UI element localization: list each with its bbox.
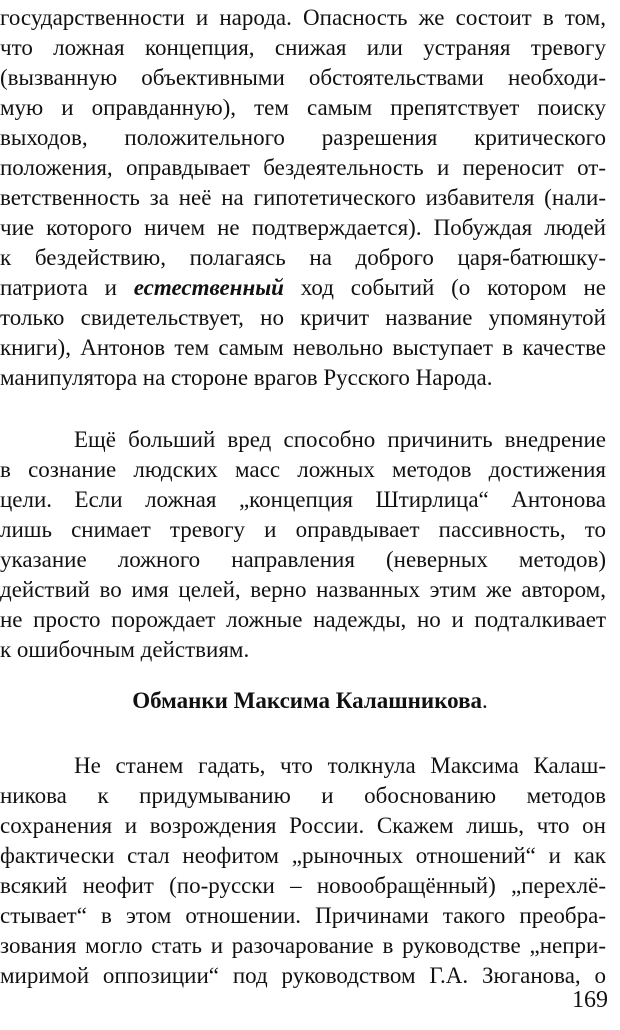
text-line: цели. Если ложная „концепция Штирлица“ Антонова bbox=[0, 487, 606, 512]
text-line: к ошибочным действиям. bbox=[0, 637, 250, 662]
text-line: только свидетельствует, но кричит название упомянутой bbox=[0, 305, 606, 330]
text-line: к бездействию, полагаясь на доброго царя-батюшку- bbox=[0, 245, 606, 270]
section-heading-period: . bbox=[482, 688, 488, 713]
text-line: государственности и народа. Опасность же состоит в том, bbox=[0, 5, 606, 30]
text-line: (вызванную объективными обстоятельствами необходи- bbox=[0, 65, 606, 90]
text-line: манипулятора на стороне врагов Русского Народа. bbox=[0, 365, 493, 390]
text-line: никова к придумыванию и обоснованию методов bbox=[0, 783, 606, 808]
text-fragment: ход событий (о котором не bbox=[300, 275, 607, 300]
text-line: ветственность за неё на гипотетического избавителя (нали- bbox=[0, 185, 606, 210]
page-number: 169 bbox=[572, 987, 608, 1013]
section-heading-title: Обманки Максима Калашникова bbox=[132, 688, 482, 713]
text-line: фактически стал неофитом „рыночных отношений“ и как bbox=[0, 843, 606, 868]
section-heading bbox=[0, 685, 620, 717]
text-line: Не станем гадать, что толкнула Максима Калаш- bbox=[74, 753, 606, 778]
text-line-with-emphasis bbox=[0, 273, 606, 303]
text-line: Ещё больший вред способно причинить внедрение bbox=[74, 427, 606, 452]
text-line: положения, оправдывает бездеятельность и переносит от- bbox=[0, 155, 606, 180]
text-line: чие которого ничем не подтверждается). Побуждая людей bbox=[0, 215, 606, 240]
text-line: лишь снимает тревогу и оправдывает пассивность, то bbox=[0, 517, 606, 542]
text-fragment: патриота и bbox=[0, 275, 117, 300]
text-line: мую и оправданную), тем самым препятствует поиску bbox=[0, 95, 606, 120]
text-line: сохранения и возрождения России. Скажем лишь, что он bbox=[0, 813, 606, 838]
text-line: миримой оппозиции“ под руководством Г.А. Зюганова, о bbox=[0, 963, 606, 988]
text-line: стывает“ в этом отношении. Причинами такого преобра- bbox=[0, 903, 606, 928]
text-line: не просто порождает ложные надежды, но и подталкивает bbox=[0, 607, 606, 632]
text-line: указание ложного направления (неверных методов) bbox=[0, 547, 606, 572]
text-line: книги), Антонов тем самым невольно выступает в качестве bbox=[0, 335, 606, 360]
text-line: в сознание людских масс ложных методов достижения bbox=[0, 457, 606, 482]
text-line: действий во имя целей, верно названных этим же автором, bbox=[0, 577, 606, 602]
text-line: выходов, положительного разрешения критического bbox=[0, 125, 606, 150]
text-line: всякий неофит (по-русски – новообращённый) „перехлё- bbox=[0, 873, 606, 898]
text-line: что ложная концепция, снижая или устраняя тревогу bbox=[0, 35, 606, 60]
emphasized-word: естественный bbox=[133, 275, 284, 300]
text-line: зования могло стать и разочарование в руководстве „непри- bbox=[0, 933, 606, 958]
